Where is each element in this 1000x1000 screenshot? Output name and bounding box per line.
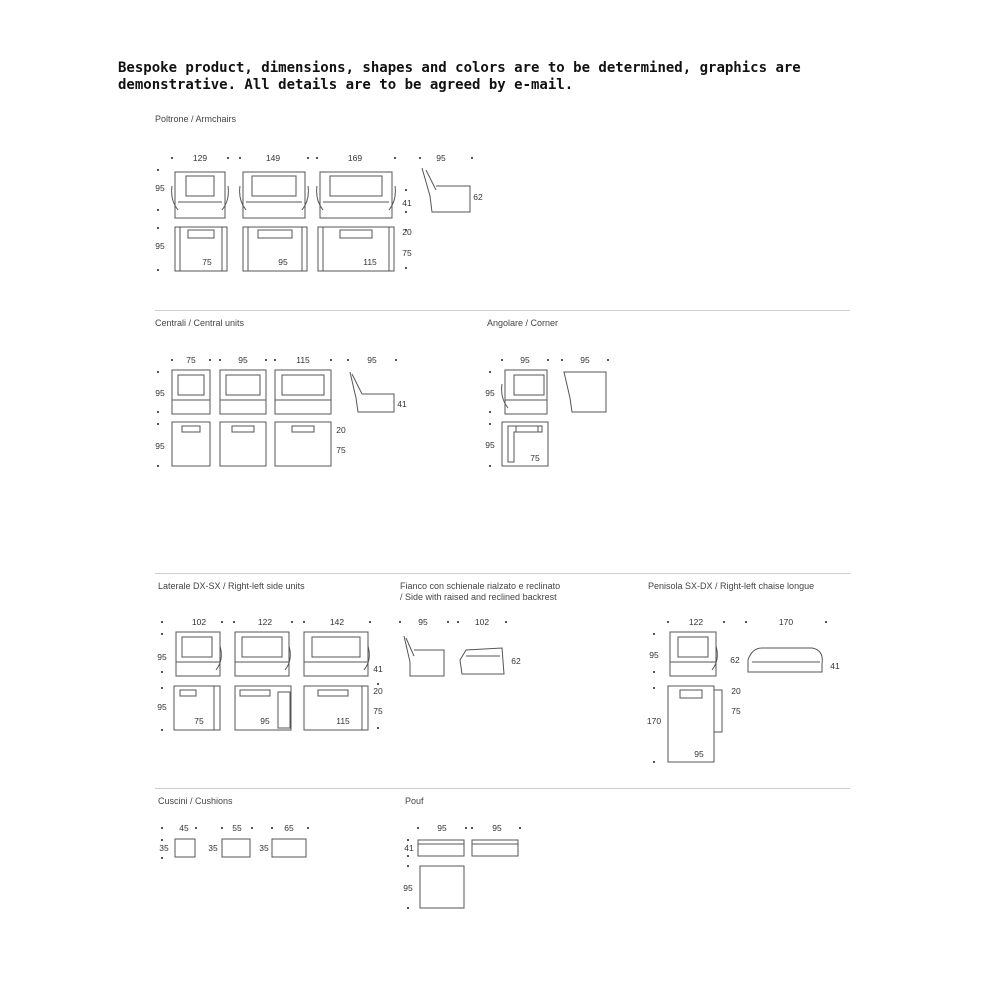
armchair-149-plan [243,227,307,271]
dim-chaise-height: 95 [649,649,659,660]
cushion-65 [272,839,306,857]
dim-cushion-height-2: 35 [208,842,218,853]
central-75-plan [172,422,210,466]
dim-armchair-inner-95: 95 [278,256,288,267]
section-title-corner: Angolare / Corner [487,318,559,328]
dim-central-height: 95 [155,387,165,398]
dim-armchair-inner-75: 75 [202,256,212,267]
dim-side-width-142: 142 [329,616,345,627]
bespoke-notice: Bespoke product, dimensions, shapes and colors are to be determined, graphics are demonstrative. All details are to be agreed by e-mail. [118,60,801,93]
dim-raised-back-height: 62 [511,655,521,666]
armchair-129-plan [175,227,227,271]
corner-front-view [502,370,547,414]
dim-armchair-plan-depth: 95 [155,240,165,251]
side-unit-142-front-view [304,632,369,676]
cushion-45 [175,839,195,857]
dim-armchair-seat-height: 41 [402,197,412,208]
side-unit-102-front-view [176,632,221,676]
dim-corner-plan-inner: 75 [530,452,540,463]
dim-central-arm-depth: 20 [336,424,346,435]
dim-side-inner-75: 75 [194,715,204,726]
dim-central-plan-depth: 95 [155,440,165,451]
dim-side-seat-depth: 75 [373,705,383,716]
dim-armchair-back-height: 62 [473,191,483,202]
central-side-view [350,372,394,412]
central-115-front-view [275,370,331,414]
section-title-side-units: Laterale DX-SX / Right-left side units [158,581,305,591]
dim-cushion-width-45: 45 [179,822,189,833]
dim-central-seat-depth: 75 [336,444,346,455]
dim-raised-width-95: 95 [418,616,428,627]
dim-central-width-115: 115 [296,354,310,365]
dim-armchair-arm-depth: 20 [402,226,412,237]
dim-central-side-depth: 95 [367,354,377,365]
dim-side-plan-depth: 95 [157,701,167,712]
dim-side-arm-depth: 20 [373,685,383,696]
dim-cushion-width-55: 55 [232,822,242,833]
central-95-plan [220,422,266,466]
section-title-armchairs: Poltrone / Armchairs [155,114,237,124]
dim-side-inner-95: 95 [260,715,270,726]
section-title-central-units: Centrali / Central units [155,318,245,328]
central-75-plan-cushion [182,426,200,432]
dim-pouf-width-1: 95 [437,822,447,833]
dim-armchair-width-169: 169 [347,152,363,163]
corner-plan [502,422,548,466]
dim-central-width-75: 75 [186,354,196,365]
armchair-129-front-view [172,172,229,218]
cushion-55 [222,839,250,857]
side-unit-122-front-view [235,632,290,676]
central-75-front-view [172,370,210,414]
dim-chaise-seat-depth: 75 [731,705,741,716]
dim-armchair-seat-depth: 75 [402,247,412,258]
dim-cushion-width-65: 65 [284,822,294,833]
dim-chaise-side-length: 170 [778,616,794,627]
dim-pouf-height: 41 [404,842,414,853]
section-title-pouf: Pouf [405,796,424,806]
dim-chaise-plan-length: 170 [646,715,662,726]
dim-armchair-inner-115: 115 [363,256,377,267]
central-115-plan-cushion [292,426,314,432]
dim-corner-plan-depth: 95 [485,439,495,450]
central-115-plan [275,422,331,466]
dim-pouf-width-2: 95 [492,822,502,833]
dim-raised-width-102: 102 [474,616,490,627]
section-title-raised-backrest-en: / Side with raised and reclined backrest [400,592,557,602]
armchair-169-plan [318,227,394,271]
chaise-front-view [670,632,717,676]
dim-armchair-side-depth: 95 [436,152,446,163]
dim-armchair-height: 95 [155,182,165,193]
dim-side-inner-115: 115 [336,715,350,726]
dim-chaise-width: 122 [688,616,704,627]
dim-side-width-122: 122 [257,616,273,627]
pouf-front-view-1 [418,840,464,856]
armchair-149-front-view [240,172,309,218]
dim-chaise-back-height: 62 [730,654,740,665]
chaise-side-view [748,648,822,672]
dim-corner-width: 95 [520,354,530,365]
pouf-plan [420,866,464,908]
section-title-chaise-longue: Penisola SX-DX / Right-left chaise longue [648,581,815,591]
section-title-raised-backrest: Fianco con schienale rialzato e reclinato [400,581,561,591]
armchair-side-view [422,168,470,212]
dim-cushion-height-1: 35 [159,842,169,853]
dim-chaise-plan-width: 95 [694,748,704,759]
dimension-marker-dots [157,157,827,909]
central-95-plan-cushion [232,426,254,432]
dim-pouf-plan-depth: 95 [403,882,413,893]
raised-backrest-95-side-view [404,636,444,676]
dim-chaise-seat-height: 41 [830,660,840,671]
dim-cushion-height-3: 35 [259,842,269,853]
dim-central-width-95: 95 [238,354,248,365]
dim-armchair-width-129: 129 [192,152,208,163]
dim-side-width-102: 102 [191,616,207,627]
dim-corner-side-width: 95 [580,354,590,365]
dim-central-seat-height: 41 [397,398,407,409]
dim-armchair-width-149: 149 [265,152,281,163]
raised-backrest-102-side-view [460,648,504,674]
dim-corner-height: 95 [485,387,495,398]
corner-side-view [564,372,606,412]
dim-side-height: 95 [157,651,167,662]
central-95-front-view [220,370,266,414]
armchair-169-front-view [317,172,396,218]
dim-side-seat-height: 41 [373,663,383,674]
section-title-cushions: Cuscini / Cushions [158,796,233,806]
pouf-front-view-2 [472,840,518,856]
dim-chaise-arm-depth: 20 [731,685,741,696]
